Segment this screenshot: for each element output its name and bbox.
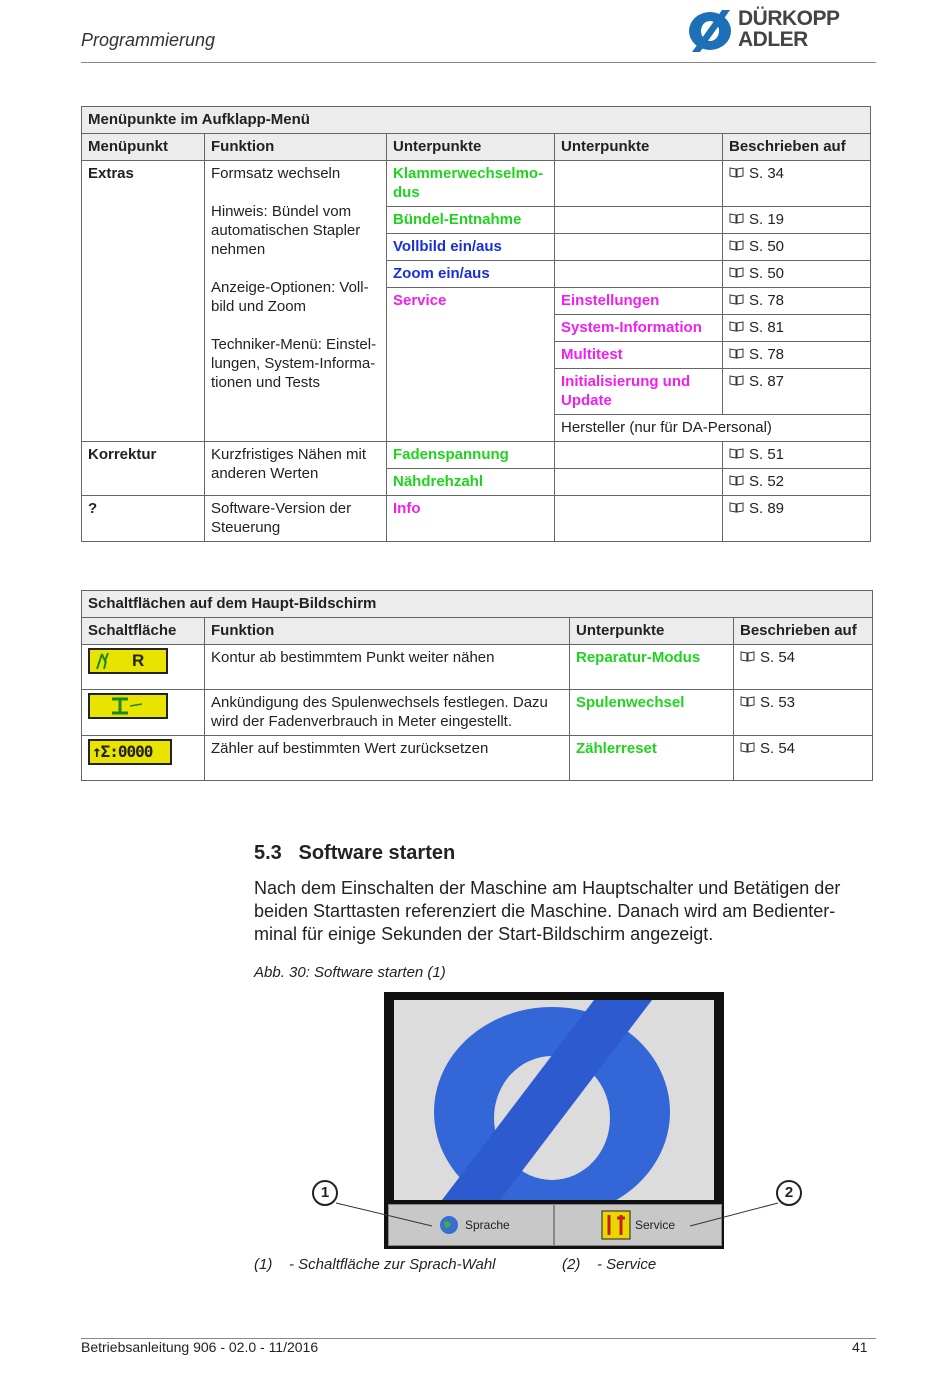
legend-text: - Service	[597, 1256, 657, 1273]
column-header: Unterpunkte	[570, 618, 734, 645]
subitem-note: Hersteller (nur für DA-Personal)	[555, 415, 871, 442]
page-reference[interactable]: S. 78	[723, 342, 871, 369]
subitem-link[interactable]: Einstellungen	[555, 288, 723, 315]
callout-marker-1: 1	[312, 1180, 338, 1206]
figure-caption: Abb. 30: Software starten (1)	[254, 964, 446, 981]
function-text: Hinweis: Bündel vom automatischen Stapler nehmen	[211, 203, 361, 258]
function-description: Ankündigung des Spulenwechsels festlegen. Dazu wird der Fadenverbrauch in Meter eingestellt.	[205, 690, 570, 736]
table-caption: Menüpunkte im Aufklapp-Menü	[82, 107, 871, 134]
page-section-title: Programmierung	[81, 30, 216, 50]
page-reference[interactable]: S. 54	[734, 645, 873, 690]
page-reference[interactable]: S. 53	[734, 690, 873, 736]
legend-item-1	[254, 1256, 496, 1273]
function-text: Anzeige-Optionen: Voll-bild und Zoom	[211, 279, 369, 315]
function-text: Techniker-Menü: Einstel-lungen, System-Informa-tionen und Tests	[211, 336, 377, 391]
page-reference[interactable]: S. 34	[723, 161, 871, 207]
subitem-link[interactable]: Multitest	[555, 342, 723, 369]
section-number: 5.3	[254, 842, 282, 864]
subitem-link[interactable]: Klammerwechselmo-dus	[387, 161, 555, 207]
menu-item-extras: Extras	[82, 161, 205, 442]
footer-document-id: Betriebsanleitung 906 - 02.0 - 11/2016	[81, 1339, 319, 1355]
subitem-link[interactable]: Spulenwechsel	[570, 690, 734, 736]
subitem-link[interactable]: Service	[387, 288, 555, 442]
subitem-link[interactable]: Bündel-Entnahme	[387, 207, 555, 234]
page-reference[interactable]: S. 51	[723, 442, 871, 469]
column-header: Beschrieben auf	[723, 134, 871, 161]
table-caption: Schaltflächen auf dem Haupt-Bildschirm	[82, 591, 873, 618]
function-description: Zähler auf bestimmten Wert zurücksetzen	[205, 736, 570, 781]
section-title: Software starten	[298, 842, 456, 864]
column-header: Unterpunkte	[555, 134, 723, 161]
page-reference[interactable]: S. 50	[723, 261, 871, 288]
page-reference[interactable]: S. 52	[723, 469, 871, 496]
column-header: Schaltfläche	[82, 618, 205, 645]
subitem-link[interactable]: Reparatur-Modus	[570, 645, 734, 690]
subitem-link[interactable]: Nähdrehzahl	[387, 469, 555, 496]
icon-label: ↑Σ:0000	[92, 742, 153, 761]
subitem-link[interactable]: Zählerreset	[570, 736, 734, 781]
page-reference[interactable]: S. 54	[734, 736, 873, 781]
page-reference[interactable]: S. 19	[723, 207, 871, 234]
function-description: Software-Version der Steuerung	[205, 496, 387, 542]
menu-item-korrektur: Korrektur	[82, 442, 205, 496]
logo-text-line1: DÜRKOPP	[738, 7, 840, 30]
subitem-link[interactable]: Zoom ein/aus	[387, 261, 555, 288]
language-button-label: Sprache	[465, 1218, 510, 1232]
legend-number: (1)	[254, 1256, 273, 1273]
callout-marker-2: 2	[776, 1180, 802, 1206]
legend-number: (2)	[562, 1256, 581, 1273]
page-reference[interactable]: S. 87	[723, 369, 871, 415]
legend-text: - Schaltfläche zur Sprach-Wahl	[289, 1256, 496, 1273]
icon-label: R	[132, 651, 145, 670]
subitem-link[interactable]: System-Information	[555, 315, 723, 342]
subitem-link[interactable]: Fadenspannung	[387, 442, 555, 469]
function-description: Kontur ab bestimmtem Punkt weiter nähen	[205, 645, 570, 690]
subitem-link[interactable]: Info	[387, 496, 555, 542]
page-reference[interactable]: S. 78	[723, 288, 871, 315]
function-text: Formsatz wechseln	[211, 165, 341, 182]
legend-item-2	[562, 1256, 656, 1273]
column-header: Beschrieben auf	[734, 618, 873, 645]
page-reference[interactable]: S. 89	[723, 496, 871, 542]
column-header: Funktion	[205, 134, 387, 161]
column-header: Funktion	[205, 618, 570, 645]
section-paragraph: Nach dem Einschalten der Maschine am Hauptschalter und Betätigen der beiden Starttasten referenziert die Maschine. Danach wird am Bedienter-minal für einige Sekunden der Start-Bildschirm angezeigt.	[254, 878, 841, 944]
logo-text-line2: ADLER	[738, 28, 808, 51]
service-button-label: Service	[635, 1218, 676, 1232]
function-description: Kurzfristiges Nähen mit anderen Werten	[205, 442, 387, 496]
column-header: Menüpunkt	[82, 134, 205, 161]
column-header: Unterpunkte	[387, 134, 555, 161]
page-number: 41	[852, 1339, 868, 1355]
subitem-link[interactable]: Initialisierung und Update	[555, 369, 723, 415]
menu-item-info: ?	[82, 496, 205, 542]
subitem-link[interactable]: Vollbild ein/aus	[387, 234, 555, 261]
page-reference[interactable]: S. 81	[723, 315, 871, 342]
page-reference[interactable]: S. 50	[723, 234, 871, 261]
